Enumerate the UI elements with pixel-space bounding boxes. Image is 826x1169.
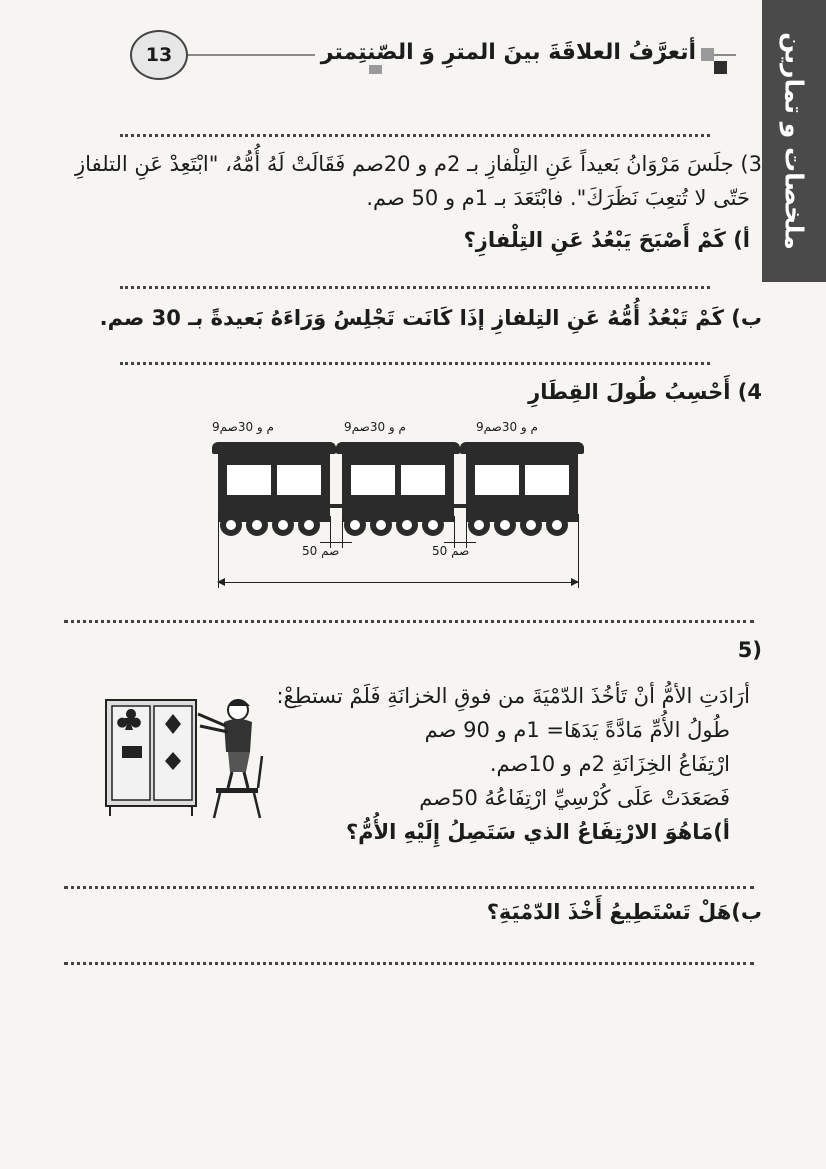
page-header [120, 24, 736, 84]
exercise5-line1: أرَادَتِ الأمُّ أنْ تَأخُذَ الدّمْيَةَ من فوقِ الخزانَةِ فَلَمْ تستطِعْ: [276, 684, 750, 708]
gap-length-label: 50 صم [432, 544, 470, 558]
exercise3-line2: حَتّى لا تُتعِبَ نَظَرَكَ". فابْتَعَدَ بـ 1م و 50 صم. [366, 186, 750, 210]
exercise3-line1: 3) جلَسَ مَرْوَانُ بَعيداً عَنِ التِلْفازِ بـ 2م و 20صم فَقَالَتْ لَهُ أُمُّهُ، "ابْتَعِدْ عَنِ التلفازِ [75, 152, 762, 176]
mother-cabinet-illustration [98, 696, 268, 820]
exercise3-question-b: ب) كَمْ تَبْعُدُ أُمُّهُ عَنِ التِلفازِ إذَا كَانَت تَجْلِسُ وَرَاءَهُ بَعيدةً بـ 30 صم. [99, 306, 762, 330]
exercise5-question-a: أ)مَاهُوَ الارْتِفَاعُ الذي سَتَصِلُ إِلَيْهِ الأُمُّ؟ [345, 820, 730, 844]
exercise5-line3: ارْتِفَاعُ الخِزَانَةِ 2م و 10صم. [489, 752, 730, 776]
exercise5-question-b: ب)هَلْ تَسْتَطِيعُ أَخْذَ الدّمْيَةِ؟ [486, 900, 762, 924]
side-tab [762, 0, 826, 282]
header-square-icon [701, 48, 714, 61]
train-coupler [454, 504, 476, 508]
answer-line [64, 962, 754, 965]
gap-length-label: 50 صم [302, 544, 340, 558]
car-length-label: 9م و 30صم [212, 420, 274, 434]
total-length-arrow [218, 582, 578, 583]
answer-line [120, 286, 710, 289]
answer-line [64, 620, 754, 623]
page-number: 13 [130, 30, 188, 80]
car-length-label: 9م و 30صم [476, 420, 538, 434]
exercise3-question-a: أ) كَمْ أَصْبَحَ يَبْعُدُ عَنِ التِلْفازِ؟ [463, 228, 750, 252]
exercise5-line2: طُولُ الأُمِّ مَادَّةً يَدَهَا= 1م و 90 صم [424, 718, 730, 742]
train-coupler [330, 504, 352, 508]
answer-line [120, 134, 710, 137]
answer-line [120, 362, 710, 365]
answer-line [64, 886, 754, 889]
exercise4-title: 4) أَحْسِبُ طُولَ القِطَارِ [528, 380, 762, 404]
train-icon [206, 418, 606, 598]
page-title: أتعرَّفُ العلاقَةَ بينَ المترِ وَ الصّنتِمتر [315, 40, 702, 65]
exercise5-line4: فَصَعَدَتْ عَلَى كُرْسِيِّ ارْتِفَاعُهُ 50صم [419, 786, 730, 810]
side-tab-label: ملخصات و تمارين [779, 32, 809, 250]
exercise5-number: (5 [737, 638, 762, 662]
car-length-label: 9م و 30صم [344, 420, 406, 434]
header-square-icon [714, 61, 727, 74]
